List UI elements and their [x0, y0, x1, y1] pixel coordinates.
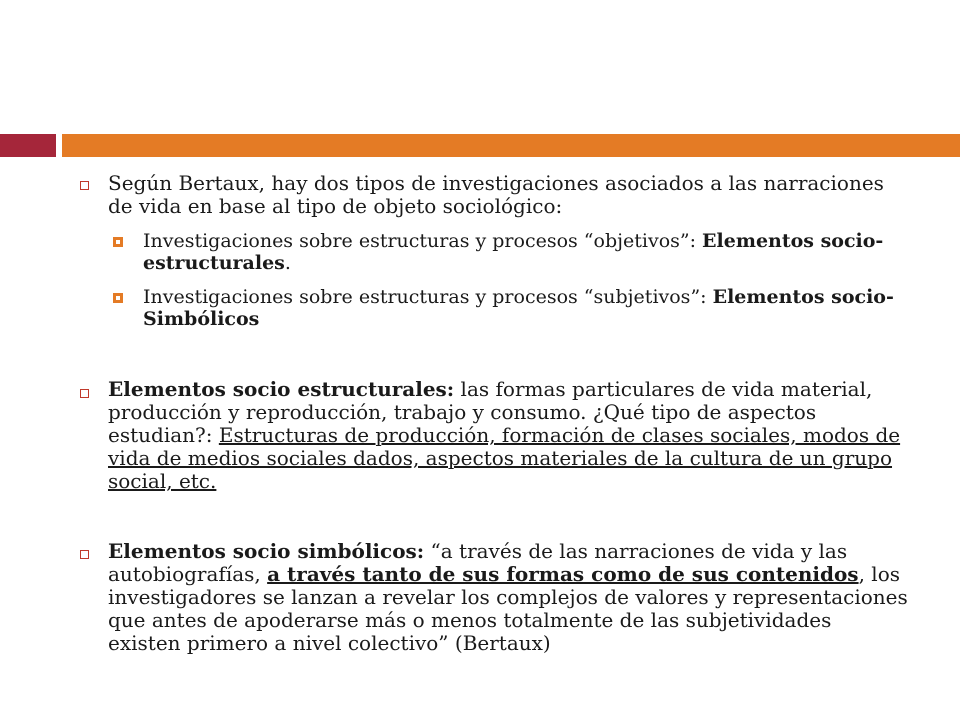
paragraph-socio-symbolic: Elementos socio simbólicos: “a través de las narraciones de vida y las autobiografías, a través tanto de sus formas como de sus contenidos, los investigadores se lanzan a revelar los complejos de valores y representaciones que antes de apoderarse más o menos totalmente de las subjetividades existen primero a nivel colectivo” (Bertaux) [108, 539, 908, 655]
header-bar-left [0, 134, 56, 157]
subitem-objective: Investigaciones sobre estructuras y procesos “objetivos”: Elementos socio-estructurales. [143, 230, 884, 274]
subitem-subjective: Investigaciones sobre estructuras y procesos “subjetivos”: Elementos socio-Simbólicos [143, 286, 894, 330]
square-bullet-icon [80, 389, 89, 398]
filled-square-bullet-icon [113, 293, 123, 303]
header-bar-right [62, 134, 960, 157]
paragraph-socio-structural: Elementos socio estructurales: las formas particulares de vida material, producción y reproducción, trabajo y consumo. ¿Qué tipo de aspectos estudian?: Estructuras de producción, formación de clases sociales, modos de vida de medios sociales dados, aspectos materiales de la cultura de un grupo social, etc. [108, 377, 901, 493]
square-bullet-icon [80, 550, 89, 559]
filled-square-bullet-icon [113, 237, 123, 247]
paragraph-bertaux-types: Según Bertaux, hay dos tipos de investigaciones asociados a las narraciones de vida en base al tipo de objeto sociológico: [108, 171, 884, 218]
square-bullet-icon [80, 181, 89, 190]
